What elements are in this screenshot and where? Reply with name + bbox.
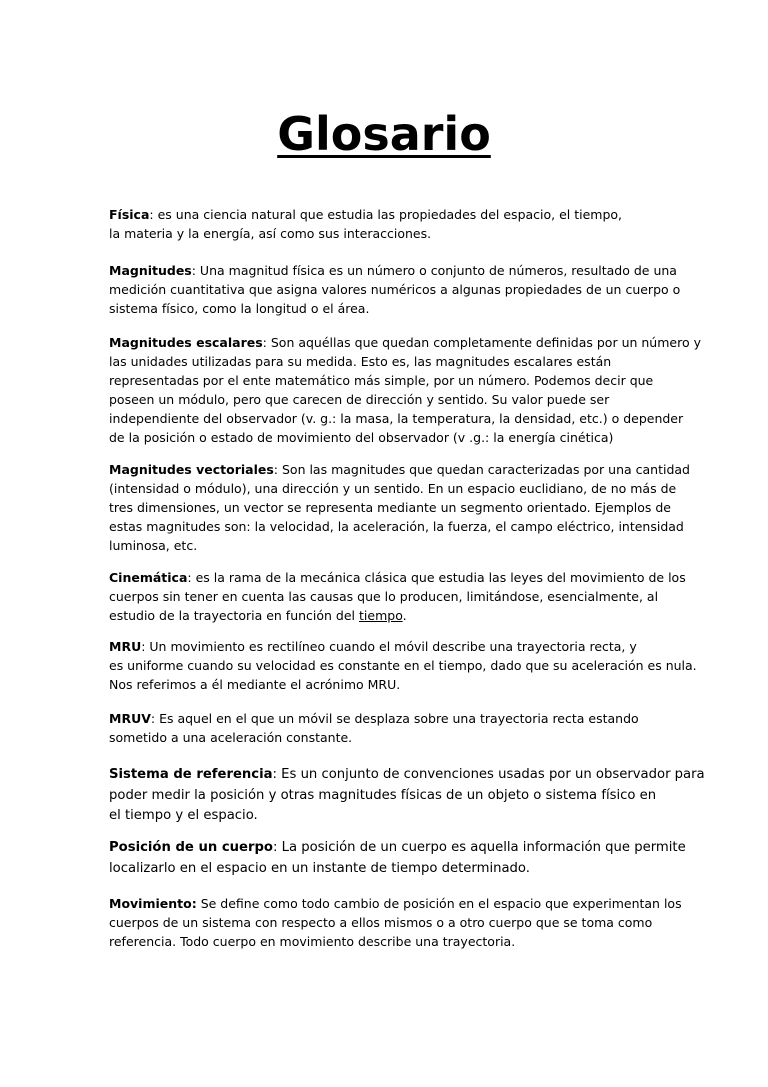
entry-line: Movimiento: Se define como todo cambio de posición en el espacio que experimentan los	[109, 896, 682, 911]
entry-line: cuerpos de un sistema con respecto a ellos mismos o a otro cuerpo que se toma como	[109, 915, 653, 931]
entry-line: Magnitudes escalares: Son aquéllas que quedan completamente definidas por un número y	[109, 335, 701, 350]
glossary-entry-posicion-de-un-cuerpo	[109, 838, 686, 879]
entry-term: Movimiento:	[109, 896, 197, 911]
glossary-entry-sistema-de-referencia	[109, 765, 705, 827]
glossary-entry-movimiento	[109, 894, 682, 951]
entry-line: Nos referimos a él mediante el acrónimo MRU.	[109, 677, 401, 693]
entry-line: cuerpos sin tener en cuenta las causas que lo producen, limitándose, esencialmente, al	[109, 589, 659, 605]
glossary-entry-fisica	[109, 205, 669, 243]
entry-line: referencia. Todo cuerpo en movimiento describe una trayectoria.	[109, 934, 516, 950]
entry-line: independiente del observador (v. g.: la masa, la temperatura, la densidad, etc.) o depender	[109, 411, 684, 427]
entry-line: poseen un módulo, pero que carecen de dirección y sentido. Su valor puede ser	[109, 392, 610, 408]
entry-term: MRU	[109, 639, 142, 654]
entry-line: Magnitudes vectoriales: Son las magnitudes que quedan caracterizadas por una cantidad	[109, 462, 690, 477]
entry-line: las unidades utilizadas para su medida. Esto es, las magnitudes escalares están	[109, 354, 612, 370]
entry-line: el tiempo y el espacio.	[109, 808, 258, 823]
glossary-entry-magnitudes-escalares	[109, 333, 701, 448]
entry-line: (intensidad o módulo), una dirección y un sentido. En un espacio euclidiano, de no más de	[109, 481, 677, 497]
tiempo-link[interactable]: tiempo	[359, 608, 403, 624]
glossary-entry-mruv	[109, 709, 669, 747]
glossary-entry-magnitudes-vectoriales	[109, 460, 690, 555]
entry-term: MRUV	[109, 711, 151, 726]
entry-line: MRU: Un movimiento es rectilíneo cuando el móvil describe una trayectoria recta, y	[109, 639, 637, 654]
entry-line: Magnitudes: Una magnitud física es un número o conjunto de números, resultado de una	[109, 263, 677, 278]
entry-line: luminosa, etc.	[109, 538, 198, 554]
entry-term: Física	[109, 207, 150, 222]
entry-line: medición cuantitativa que asigna valores numéricos a algunas propiedades de un cuerpo o	[109, 282, 681, 298]
entry-line: estas magnitudes son: la velocidad, la aceleración, la fuerza, el campo eléctrico, intensidad	[109, 519, 684, 535]
entry-line: poder medir la posición y otras magnitudes físicas de un objeto o sistema físico en	[109, 787, 657, 803]
entry-term: Sistema de referencia	[109, 767, 273, 782]
entry-line: la materia y la energía, así como sus interacciones.	[109, 226, 432, 242]
glossary-entry-magnitudes	[109, 261, 681, 318]
entry-line: Física: es una ciencia natural que estudia las propiedades del espacio, el tiempo,	[109, 207, 623, 222]
glossary-entry-cinematica	[109, 568, 686, 625]
entry-term: Magnitudes escalares	[109, 335, 263, 350]
entry-term: Magnitudes vectoriales	[109, 462, 274, 477]
entry-line: de la posición o estado de movimiento del observador (v .g.: la energía cinética)	[109, 430, 614, 446]
entry-line: MRUV: Es aquel en el que un móvil se desplaza sobre una trayectoria recta estando	[109, 711, 639, 726]
entry-line: tres dimensiones, un vector se representa mediante un segmento orientado. Ejemplos de	[109, 500, 671, 516]
entry-line: sistema físico, como la longitud o el área.	[109, 301, 370, 317]
entry-line: es uniforme cuando su velocidad es constante en el tiempo, dado que su aceleración es nula.	[109, 658, 697, 674]
entry-line: Sistema de referencia: Es un conjunto de convenciones usadas por un observador para	[109, 767, 705, 782]
entry-line: Posición de un cuerpo: La posición de un cuerpo es aquella información que permite	[109, 840, 686, 855]
entry-term: Magnitudes	[109, 263, 192, 278]
entry-term: Cinemática	[109, 570, 188, 585]
page-title: Glosario	[277, 107, 491, 161]
entry-line: representadas por el ente matemático más simple, por un número. Podemos decir que	[109, 373, 654, 389]
entry-line: localizarlo en el espacio en un instante de tiempo determinado.	[109, 860, 530, 876]
glossary-entry-mru	[109, 637, 697, 694]
entry-line: Cinemática: es la rama de la mecánica clásica que estudia las leyes del movimiento de los	[109, 570, 686, 585]
entry-line: sometido a una aceleración constante.	[109, 730, 353, 746]
entry-term: Posición de un cuerpo	[109, 840, 273, 855]
entry-line: estudio de la trayectoria en función del tiempo.	[109, 608, 407, 624]
